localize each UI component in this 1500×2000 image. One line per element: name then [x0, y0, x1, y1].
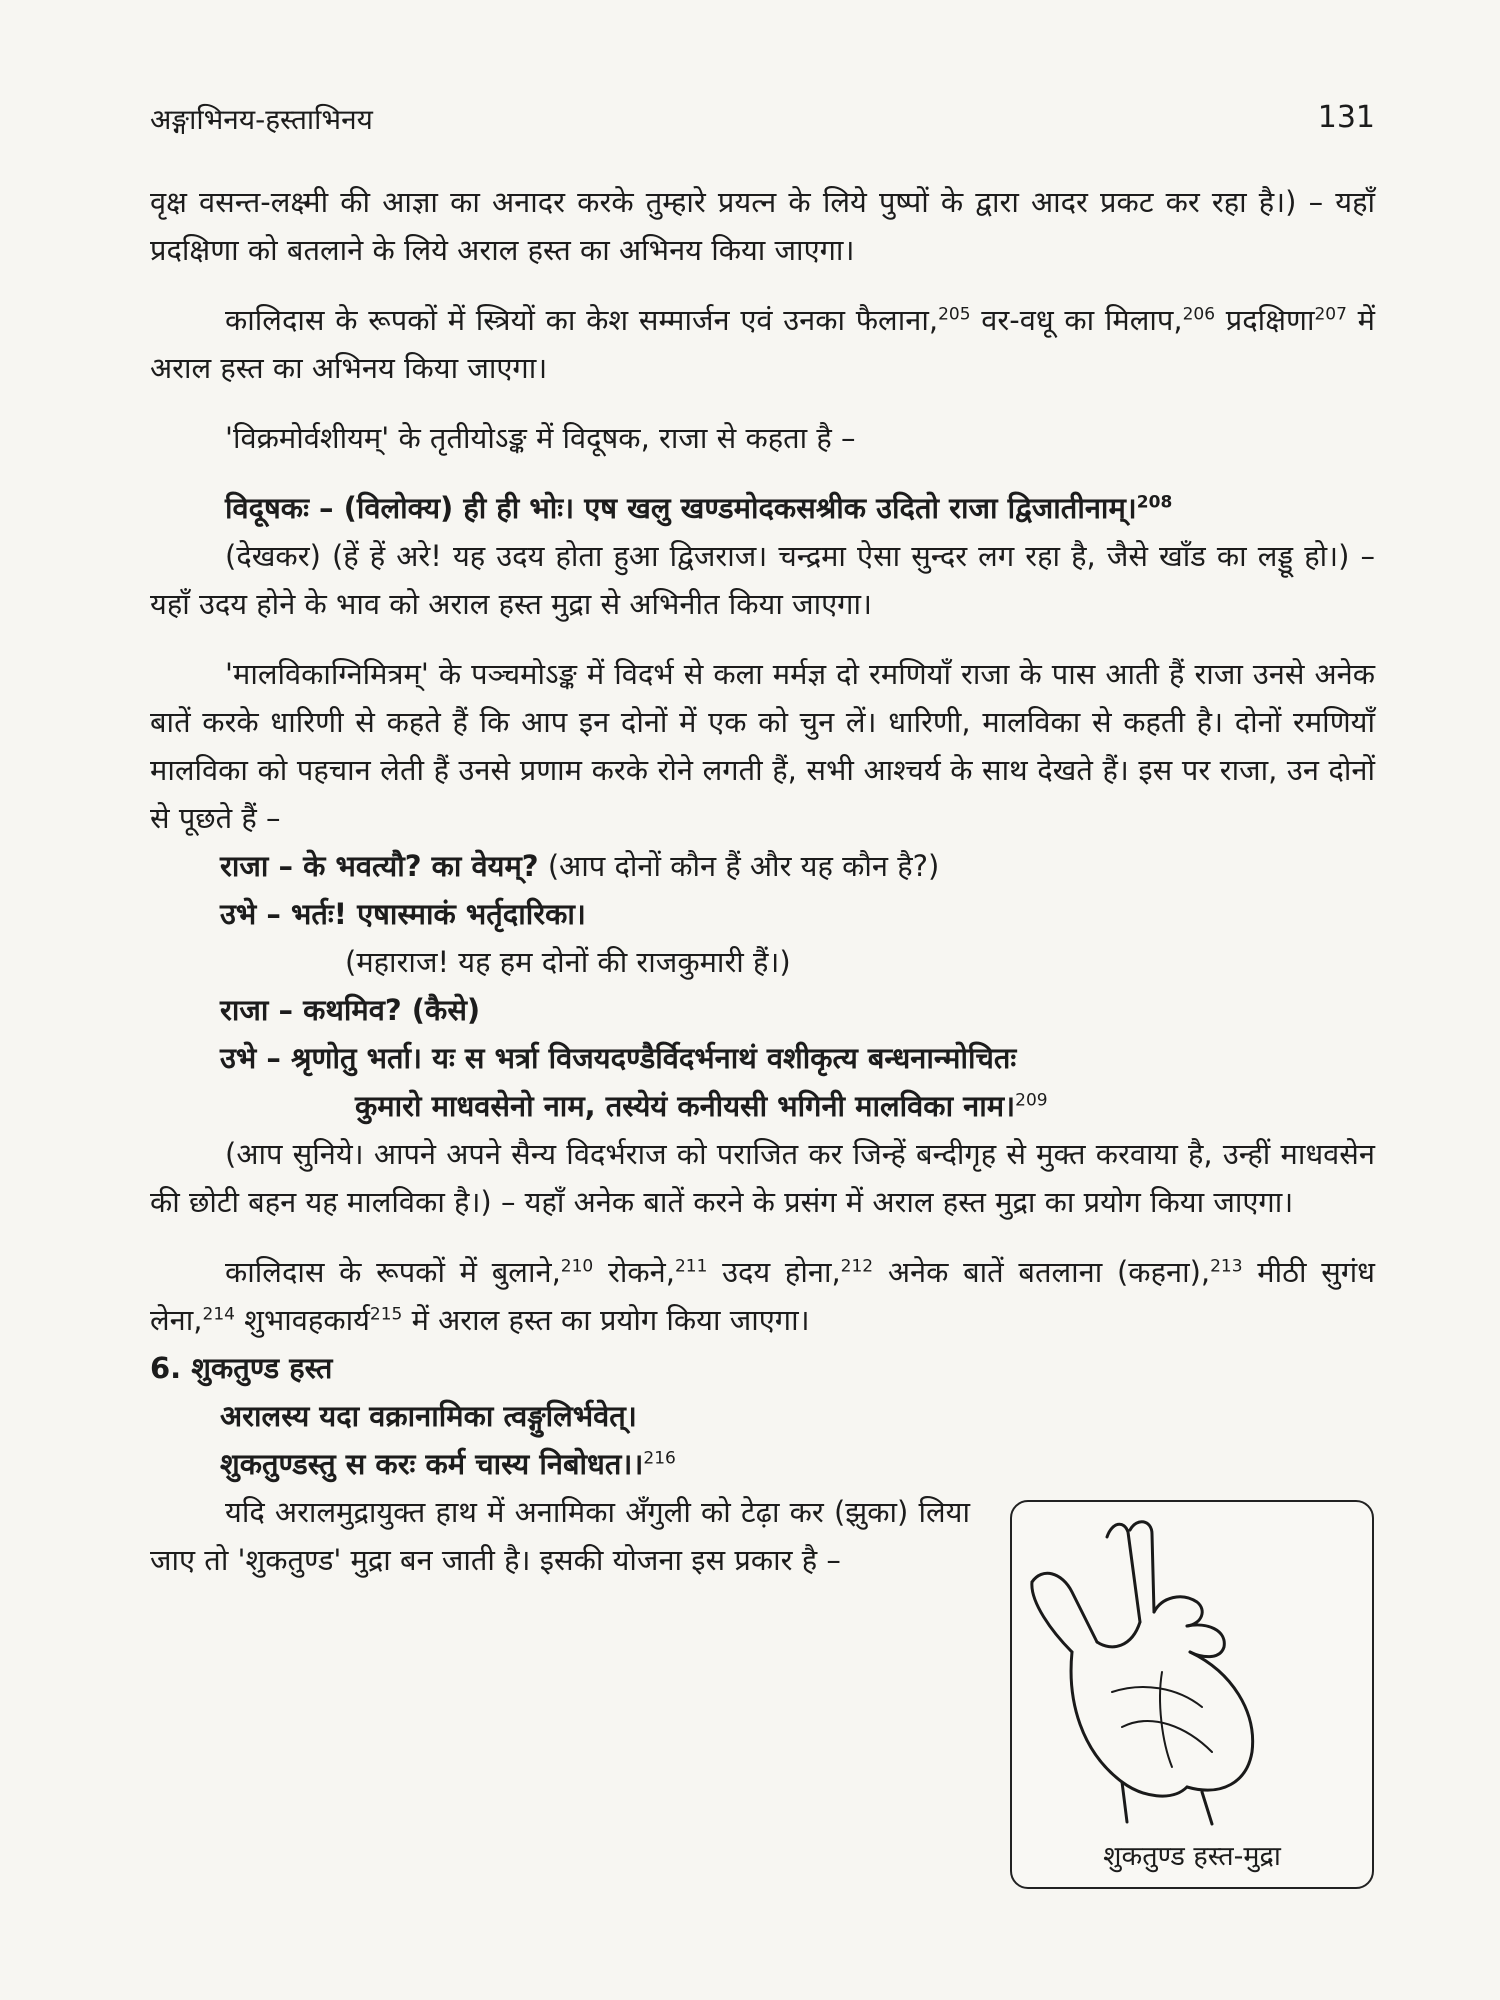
text-span: कालिदास के रूपकों में बुलाने, [225, 1255, 561, 1289]
text-span: रोकने, [593, 1255, 675, 1289]
dialogue-line-3: राजा – कथमिव? (कैसे) [220, 993, 481, 1027]
footnote-ref: 216 [643, 1448, 676, 1469]
page-number: 131 [1317, 100, 1375, 135]
footnote-ref: 206 [1182, 304, 1216, 325]
mudra-figure [1010, 1500, 1374, 1889]
text-span: अनेक बातें बतलाना (कहना), [873, 1255, 1211, 1289]
footnote-ref: 215 [369, 1304, 403, 1325]
page-body [150, 178, 1375, 1584]
footnote-ref: 208 [1136, 492, 1173, 513]
sloka-line-1: अरालस्य यदा वक्रानामिका त्वङ्गुलिर्भवेत्। [220, 1399, 637, 1433]
text-span: शुभावहकार्य [234, 1303, 370, 1337]
dialogue-translation-2: (महाराज! यह हम दोनों की राजकुमारी हैं।) [345, 945, 791, 979]
footnote-ref: 211 [674, 1256, 708, 1277]
page-header [150, 100, 1375, 140]
section-heading: 6. शुकतुण्ड हस्त [150, 1351, 333, 1385]
paragraph-malavikagnimitram: 'मालविकाग्निमित्रम्' के पञ्चमोऽङ्क में विदर्भ से कला मर्मज्ञ दो रमणियाँ राजा के पास आती हैं राजा उनसे अनेक बातें करके धारिणी से कहते हैं कि आप इन दोनों में एक को चुन लें। धारिणी, मालविका से कहती है। दोनों रमणियाँ मालविका को पहचान लेती हैं उनसे प्रणाम करके रोने लगती हैं, सभी आश्चर्य के साथ देखते हैं। इस पर राजा, उन दोनों से पूछते हैं – [150, 657, 1375, 835]
footnote-ref: 209 [1015, 1090, 1048, 1111]
text-span: में अराल हस्त का अभिनय किया जाएगा। [150, 303, 1376, 385]
verse-text: विदूषकः – (विलोक्य) ही ही भोः। एष खलु खण्डमोदकसश्रीक उदितो राजा द्विजातीनाम्। [225, 491, 1137, 525]
section-shukatunda [150, 1344, 970, 1584]
sloka-line-2 [150, 1440, 970, 1488]
shukatunda-hand-icon [1012, 1502, 1372, 1832]
footnote-ref: 205 [938, 304, 971, 325]
figure-caption: शुकतुण्ड हस्त-मुद्रा [1103, 1841, 1281, 1872]
paragraph-kalidasa-uses [150, 1248, 1375, 1344]
paragraph-translation-1: (देखकर) (हें हें अरे! यह उदय होता हुआ द्विजराज। चन्द्रमा ऐसा सुन्दर लग रहा है, जैसे खाँड का लड्डू हो।) – यहाँ उदय होने के भाव को अराल हस्त मुद्रा से अभिनीत किया जाएगा। [150, 539, 1375, 621]
paragraph-shukatunda-desc: यदि अरालमुद्रायुक्त हाथ में अनामिका अँगुली को टेढ़ा कर (झुका) लिया जाए तो 'शुकतुण्ड' मुद्रा बन जाती है। इसकी योजना इस प्रकार है – [150, 1495, 970, 1577]
verse-vidushaka [150, 484, 1375, 532]
text-span: मीठी सुगंध लेना, [150, 1255, 1375, 1337]
footnote-ref: 207 [1314, 304, 1347, 325]
sloka-text: शुकतुण्डस्तु स करः कर्म चास्य निबोधत।। [220, 1447, 644, 1481]
dialogue-speech: राजा – के भवत्यौ? का वेयम्? [220, 849, 539, 883]
dialogue-line-2: उभे – भर्तः! एषास्माकं भर्तृदारिका। [220, 897, 586, 931]
footnote-ref: 210 [560, 1256, 594, 1277]
dialogue-translation: (आप दोनों कौन हैं और यह कौन है?) [538, 849, 940, 883]
footnote-ref: 212 [840, 1256, 874, 1277]
text-span: वर-वधू का मिलाप, [970, 303, 1183, 337]
paragraph-kalidasa-arala [150, 296, 1375, 392]
footnote-ref: 214 [202, 1304, 235, 1325]
footnote-ref: 213 [1210, 1256, 1243, 1277]
dialogue-continuation [220, 1082, 1375, 1130]
paragraph-translation-2: (आप सुनिये। आपने अपने सैन्य विदर्भराज को पराजित कर जिन्हें बन्दीगृह से मुक्त करवाया है, उन्हीं माधवसेन की छोटी बहन यह मालविका है।) – यहाँ अनेक बातें करने के प्रसंग में अराल हस्त मुद्रा का प्रयोग किया जाएगा। [150, 1137, 1375, 1219]
paragraph-vikramorvashiyam: 'विक्रमोर्वशीयम्' के तृतीयोऽङ्क में विदूषक, राजा से कहता है – [225, 421, 856, 455]
dialogue-line-1 [150, 842, 1375, 890]
text-span: कालिदास के रूपकों में स्त्रियों का केश सम्मार्जन एवं उनका फैलाना, [225, 303, 939, 337]
dialogue-line-4 [150, 1034, 1375, 1130]
text-span: में अराल हस्त का प्रयोग किया जाएगा। [402, 1303, 810, 1337]
running-title: अङ्गाभिनय-हस्ताभिनय [150, 103, 373, 136]
dialogue-speech: कुमारो माधवसेनो नाम, तस्येयं कनीयसी भगिनी मालविका नाम। [355, 1089, 1016, 1123]
dialogue-speech: उभे – श्रृणोतु भर्ता। यः स भर्त्रा विजयदण्डैर्विदर्भनाथं वशीकृत्य बन्धनान्मोचितः [220, 1041, 1017, 1075]
text-span: उदय होना, [707, 1255, 841, 1289]
text-span: प्रदक्षिणा [1215, 303, 1315, 337]
paragraph-continuation: वृक्ष वसन्त-लक्ष्मी की आज्ञा का अनादर करके तुम्हारे प्रयत्न के लिये पुष्पों के द्वारा आदर प्रकट कर रहा है।) – यहाँ प्रदक्षिणा को बतलाने के लिये अराल हस्त का अभिनय किया जाएगा। [150, 185, 1375, 267]
